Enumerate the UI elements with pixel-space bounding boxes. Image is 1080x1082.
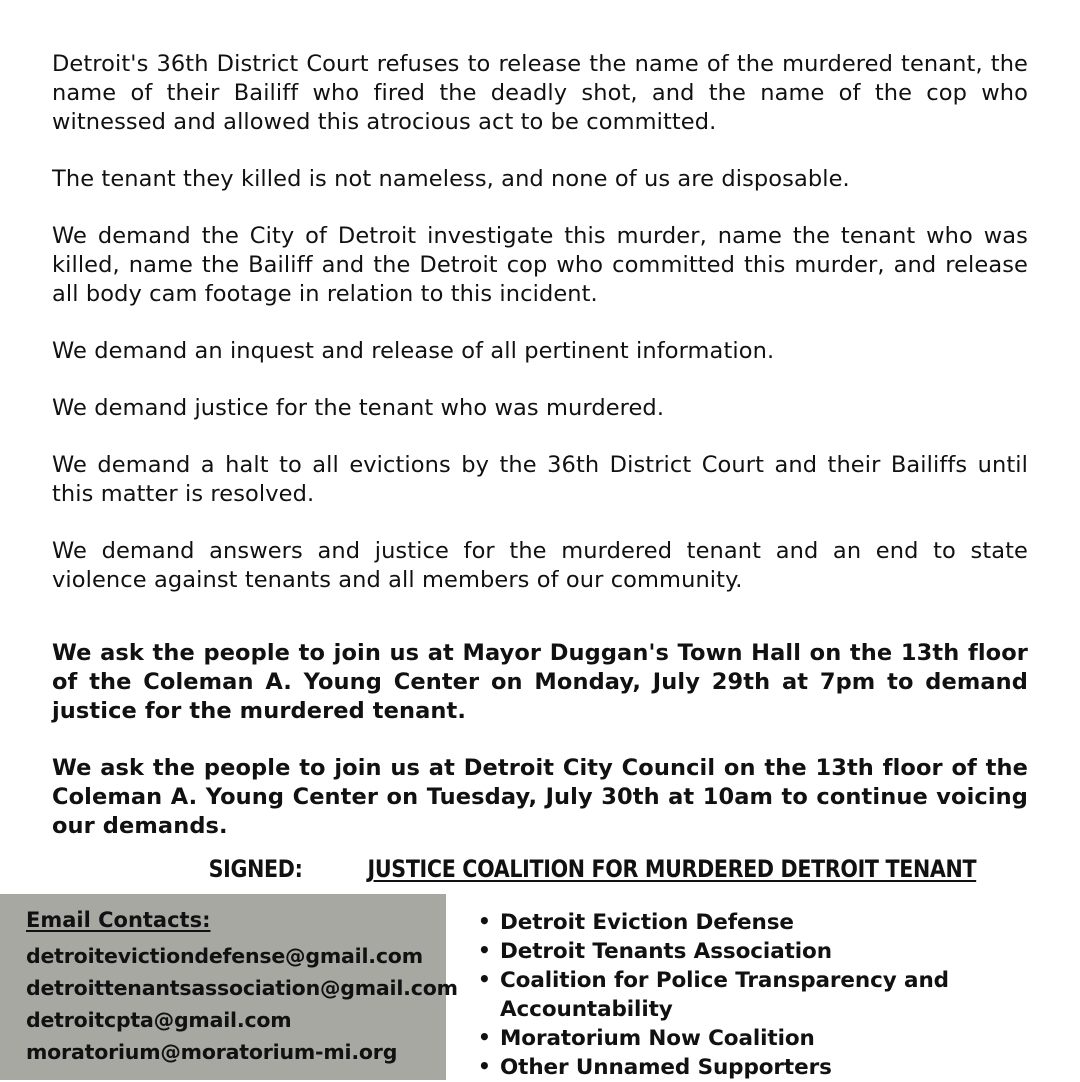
paragraph-4: We demand an inquest and release of all pertinent information.: [52, 338, 775, 364]
list-item: • Coalition for Police Transparency and Accountability: [470, 966, 1050, 1024]
signed-coalition-name: JUSTICE COALITION FOR MURDERED DETROIT TENANT: [367, 855, 977, 883]
list-item: • Other Unnamed Supporters: [470, 1053, 1050, 1082]
section-spacer: [52, 623, 1028, 639]
signature-line: [201, 855, 1026, 883]
list-item: • Moratorium Now Coalition: [470, 1024, 1050, 1053]
contact-email-2[interactable]: detroittenantsassociation@gmail.com: [26, 976, 458, 1000]
contact-email-4[interactable]: moratorium@moratorium-mi.org: [26, 1040, 398, 1064]
paragraph-7: We demand answers and justice for the murdered tenant and an end to state violence against tenants and all members of our community.: [52, 538, 1028, 593]
list-item: • Detroit Tenants Association: [470, 937, 1050, 966]
paragraph-3: We demand the City of Detroit investigate this murder, name the tenant who was killed, name the Bailiff and the Detroit cop who committed this murder, and release all body cam footage in relation to this incident.: [52, 223, 1028, 307]
statement-body: [52, 50, 1028, 841]
signed-label: SIGNED:: [208, 855, 303, 883]
call-to-action-city-council: We ask the people to join us at Detroit City Council on the 13th floor of the Coleman A. Young Center on Tuesday, July 30th at 10am to continue voicing our demands.: [52, 755, 1028, 839]
list-item: • Detroit Eviction Defense: [470, 908, 1050, 937]
paragraph-5: We demand justice for the tenant who was murdered.: [52, 395, 665, 421]
paragraph-2: The tenant they killed is not nameless, and none of us are disposable.: [52, 166, 850, 192]
contact-email-1[interactable]: detroitevictiondefense@gmail.com: [26, 944, 423, 968]
email-contacts-panel: [0, 894, 458, 1080]
supporters-list: [470, 908, 1050, 1082]
email-contacts-title: Email Contacts:: [26, 908, 211, 932]
call-to-action-town-hall: We ask the people to join us at Mayor Duggan's Town Hall on the 13th floor of the Coleman A. Young Center on Monday, July 29th at 7pm to demand justice for the murdered tenant.: [52, 640, 1028, 724]
paragraph-1: Detroit's 36th District Court refuses to release the name of the murdered tenant, the name of their Bailiff who fired the deadly shot, and the name of the cop who witnessed and allowed this atrocious act to be committed.: [52, 51, 1028, 135]
paragraph-6: We demand a halt to all evictions by the 36th District Court and their Bailiffs until this matter is resolved.: [52, 452, 1028, 507]
contact-email-3[interactable]: detroitcpta@gmail.com: [26, 1008, 292, 1032]
